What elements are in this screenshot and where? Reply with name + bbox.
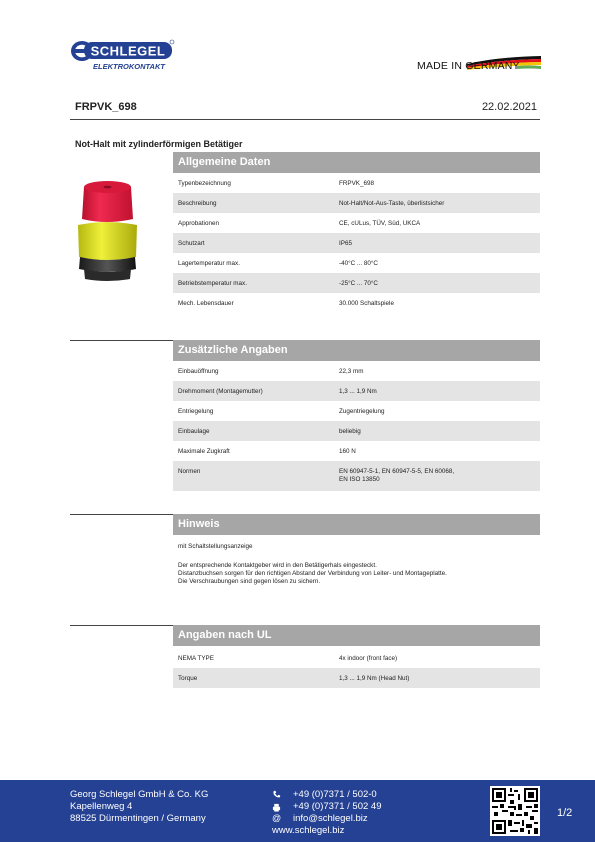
section-header-hinweis: Hinweis	[173, 514, 540, 535]
table-row	[173, 193, 540, 213]
table-row	[173, 173, 540, 193]
row-value: IP65	[339, 240, 352, 247]
fax-icon	[272, 803, 281, 812]
table-row	[173, 441, 540, 461]
company-street: Kapellenweg 4	[70, 801, 133, 812]
row-key: Torque	[178, 675, 198, 682]
fax-number: +49 (0)7371 / 502 49	[293, 801, 382, 812]
document-date: 22.02.2021	[481, 101, 537, 113]
row-value: 22,3 mm	[339, 368, 364, 375]
row-key: Einbauöffnung	[178, 368, 219, 375]
page-number: 1/2	[557, 807, 573, 819]
row-value: 1,3 ... 1,9 Nm (Head Nut)	[339, 675, 410, 682]
table-row	[173, 381, 540, 401]
row-value: -40°C ... 80°C	[339, 260, 378, 267]
svg-text:SCHLEGEL: SCHLEGEL	[90, 43, 166, 59]
table-row	[173, 361, 540, 381]
made-in-germany: MADE IN GERMANY	[417, 60, 520, 72]
row-value: Zugentriegelung	[339, 408, 385, 415]
note-line: Die Verschraubungen sind gegen lösen zu sichern.	[178, 578, 321, 585]
footer	[0, 780, 595, 842]
norms-line-2: EN ISO 13850	[339, 476, 380, 483]
schlegel-logo	[70, 38, 175, 72]
email-link[interactable]: info@schlegel.biz	[293, 813, 368, 824]
note-line: Der entsprechende Kontaktgeber wird in den Betätigerhals eingesteckt.	[178, 562, 377, 569]
row-key: Approbationen	[178, 220, 219, 227]
row-value	[339, 468, 454, 484]
row-value: Not-Halt/Not-Aus-Taste, überlistsicher	[339, 200, 445, 207]
table-row	[173, 668, 540, 688]
table-row	[173, 253, 540, 273]
row-key: Lagertemperatur max.	[178, 260, 240, 267]
row-value: 30.000 Schaltspiele	[339, 300, 394, 307]
at-icon: @	[272, 813, 282, 823]
phone-number[interactable]: +49 (0)7371 / 502-0	[293, 789, 377, 800]
company-name: Georg Schlegel GmbH & Co. KG	[70, 789, 209, 800]
qr-code[interactable]	[490, 786, 540, 836]
table-row	[173, 401, 540, 421]
row-key: Einbaulage	[178, 428, 210, 435]
row-key: Typenbezeichnung	[178, 180, 231, 187]
section-header-additional: Zusätzliche Angaben	[173, 340, 540, 361]
company-city: 88525 Dürmentingen / Germany	[70, 813, 206, 824]
table-row	[173, 213, 540, 233]
norms-line-1: EN 60947-5-1, EN 60947-5-5, EN 60068,	[339, 468, 455, 475]
table-row	[173, 461, 540, 491]
table-row	[173, 421, 540, 441]
website-link[interactable]: www.schlegel.biz	[272, 825, 345, 836]
row-value: 4x indoor (front face)	[339, 655, 398, 662]
row-key: Mech. Lebensdauer	[178, 300, 234, 307]
table-row	[173, 233, 540, 253]
row-key: Schutzart	[178, 240, 205, 247]
row-key: NEMA TYPE	[178, 655, 214, 662]
row-key: Entriegelung	[178, 408, 214, 415]
product-image	[70, 179, 145, 299]
note-line: mit Schaltstellungsanzeige	[178, 543, 253, 550]
row-key: Drehmoment (Montagemutter)	[178, 388, 263, 395]
row-key: Beschreibung	[178, 200, 217, 207]
row-key: Betriebstemperatur max.	[178, 280, 247, 287]
row-value: 1,3 ... 1,9 Nm	[339, 388, 377, 395]
row-value: 160 N	[339, 448, 356, 455]
row-value: CE, cULus, TÜV, Süd, UKCA	[339, 220, 421, 227]
table-row	[173, 293, 540, 313]
svg-text:ELEKTROKONTAKT: ELEKTROKONTAKT	[93, 62, 165, 71]
document-code: FRPVK_698	[75, 101, 137, 113]
table-row	[173, 648, 540, 668]
row-key: Maximale Zugkraft	[178, 448, 230, 455]
header-divider	[70, 119, 540, 120]
product-title: Not-Halt mit zylinderförmigen Betätiger	[75, 139, 243, 149]
row-value: FRPVK_698	[339, 180, 375, 187]
row-value: beliebig	[339, 428, 361, 435]
table-row	[173, 273, 540, 293]
note-line: Distanzbuchsen sorgen für den richtigen Abstand der Verbindung von Leiter- und Montageplatte.	[178, 570, 447, 577]
row-value: -25°C ... 70°C	[339, 280, 378, 287]
row-key: Normen	[178, 468, 201, 475]
section-header-ul: Angaben nach UL	[173, 625, 540, 646]
phone-icon	[272, 790, 281, 799]
section-header-general: Allgemeine Daten	[173, 152, 540, 173]
